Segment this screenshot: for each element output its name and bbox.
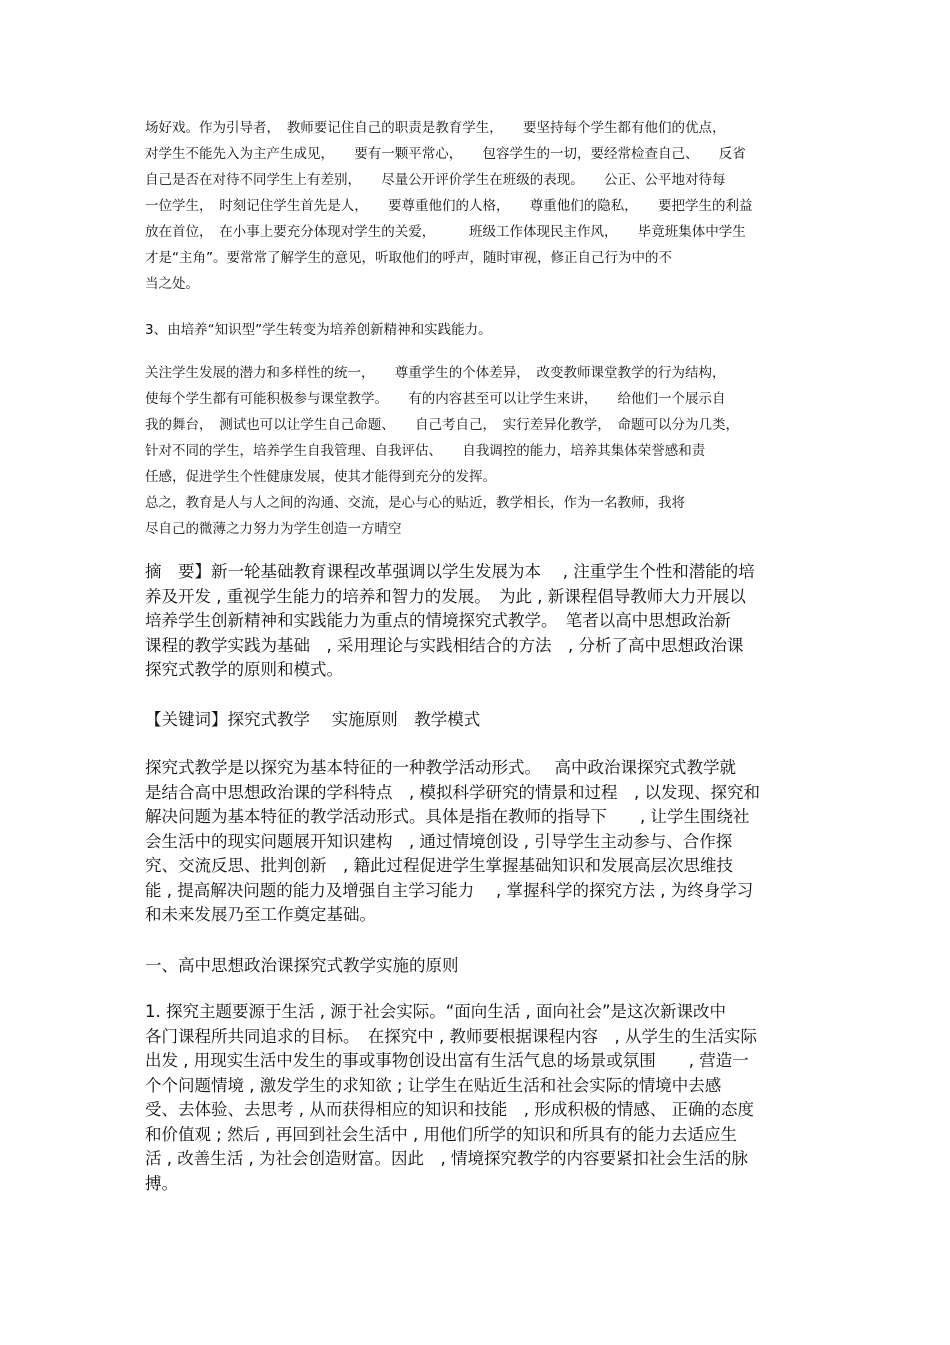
text-line: 才是“主角”。要常常了解学生的意见，听取他们的呼声，随时审视，修正自己行为中的不: [145, 250, 672, 266]
text-line: 尽自己的微薄之力努力为学生创造一方晴空: [145, 521, 402, 537]
text-line: 各门课程所共同追求的目标。 在探究中 , 教师要根据课程内容 , 从学生的生活实际: [145, 1026, 757, 1046]
keywords-text: 【关键词】探究式教学 实施原则 教学模式: [145, 710, 481, 729]
text-line: 个个问题情境 , 激发学生的求知欲 ; 让学生在贴近生活和社会实际的情境中去感: [145, 1075, 722, 1095]
text-line: 探究式教学是以探究为基本特征的一种教学活动形式。 高中政治课探究式教学就: [145, 758, 736, 777]
text-line: 能 , 提高解决问题的能力及增强自主学习能力 , 掌握科学的探究方法 , 为终身学习: [145, 880, 754, 900]
text-line: 养及开发 , 重视学生能力的培养和智力的发展。 为此 , 新课程倡导教师大力开展以: [145, 586, 746, 606]
text-line: 任感，促进学生个性健康发展，使其才能得到充分的发挥。: [145, 469, 496, 485]
section-1-heading: [145, 954, 815, 979]
text-line: 使每个学生都有可能积极参与课堂教学。 有的内容甚至可以让学生来讲， 给他们一个展示自: [145, 391, 726, 407]
text-line: 关注学生发展的潜力和多样性的统一， 尊重学生的个体差异， 改变教师课堂教学的行为结构，: [145, 365, 726, 381]
paragraph-innovation: [145, 360, 815, 542]
text-line: 放在首位， 在小事上要充分体现对学生的关爱， 班级工作体现民主作风， 毕竟班集体中学生: [145, 224, 746, 240]
intro-paragraph: [145, 756, 815, 928]
text-line: 对学生不能先入为主产生成见， 要有一颗平常心， 包容学生的一切，要经常检查自己、 反省: [145, 146, 746, 162]
text-line: 总之，教育是人与人之间的沟通、交流，是心与心的贴近，教学相长，作为一名教师，我将: [145, 495, 685, 511]
text-line: 当之处。: [145, 276, 199, 292]
text-line: 搏。: [145, 1173, 178, 1193]
keywords-line: [145, 708, 815, 733]
text-line: 摘 要】新一轮基础教育课程改革强调以学生发展为本 , 注重学生个性和潜能的培: [145, 562, 755, 581]
abstract-paragraph: [145, 560, 815, 683]
principle-1-paragraph: [145, 1000, 815, 1196]
text-line: 出发 , 用现实生活中发生的事或事物创设出富有生活气息的场景或氛围 , 营造一: [145, 1051, 749, 1070]
text-line: 会生活中的现实问题展开知识建构 , 通过情境创设 , 引导学生主动参与、合作探: [145, 831, 733, 851]
text-line: 活 , 改善生活 , 为社会创造财富。因此 , 情境探究教学的内容要紧扣社会生活的脉: [145, 1149, 748, 1168]
paragraph-teacher-fairness: [145, 115, 815, 297]
text-line: 是结合高中思想政治课的学科特点 , 模拟科学研究的情景和过程 , 以发现、探究和: [145, 782, 760, 802]
heading-3: [145, 317, 815, 343]
text-line: 培养学生创新精神和实践能力为重点的情境探究式教学。 笔者以高中思想政治新: [145, 611, 731, 630]
text-line: 1. 探究主题要源于生活 , 源于社会实际。“面向生活 , 面向社会”是这次新课改中: [145, 1002, 727, 1021]
text-line: 和价值观 ; 然后 , 再回到社会生活中 , 用他们所学的知识和所具有的能力去适应生: [145, 1124, 738, 1144]
text-line: 场好戏。作为引导者， 教师要记住自己的职责是教育学生， 要坚持每个学生都有他们的优点，: [145, 120, 726, 136]
text-line: 受、去体验、去思考 , 从而获得相应的知识和技能 , 形成积极的情感、 正确的态度: [145, 1100, 754, 1119]
text-line: 解决问题为基本特征的教学活动形式。具体是指在教师的指导下 , 让学生围绕社: [145, 807, 750, 826]
text-line: 一位学生， 时刻记住学生首先是人， 要尊重他们的人格， 尊重他们的隐私， 要把学生的利益: [145, 198, 753, 214]
text-line: 自己是否在对待不同学生上有差别， 尽量公开评价学生在班级的表现。 公正、公平地对待每: [145, 172, 726, 188]
text-line: 探究式教学的原则和模式。: [145, 660, 343, 679]
text-line: 究、交流反思、批判创新 , 籍此过程促进学生掌握基础知识和发展高层次思维技: [145, 856, 733, 875]
text-line: 和未来发展乃至工作奠定基础。: [145, 905, 376, 924]
section-1-heading-text: 一、高中思想政治课探究式教学实施的原则: [145, 956, 459, 975]
text-line: 课程的教学实践为基础 , 采用理论与实践相结合的方法 , 分析了高中思想政治课: [145, 635, 744, 655]
text-line: 我的舞台， 测试也可以让学生自己命题、 自己考自己， 实行差异化教学， 命题可以分为几类，: [145, 417, 739, 433]
text-line: 针对不同的学生，培养学生自我管理、自我评估、 自我调控的能力，培养其集体荣誉感和责: [145, 443, 706, 459]
heading-3-text: 3、由培养“知识型”学生转变为培养创新精神和实践能力。: [145, 322, 492, 338]
